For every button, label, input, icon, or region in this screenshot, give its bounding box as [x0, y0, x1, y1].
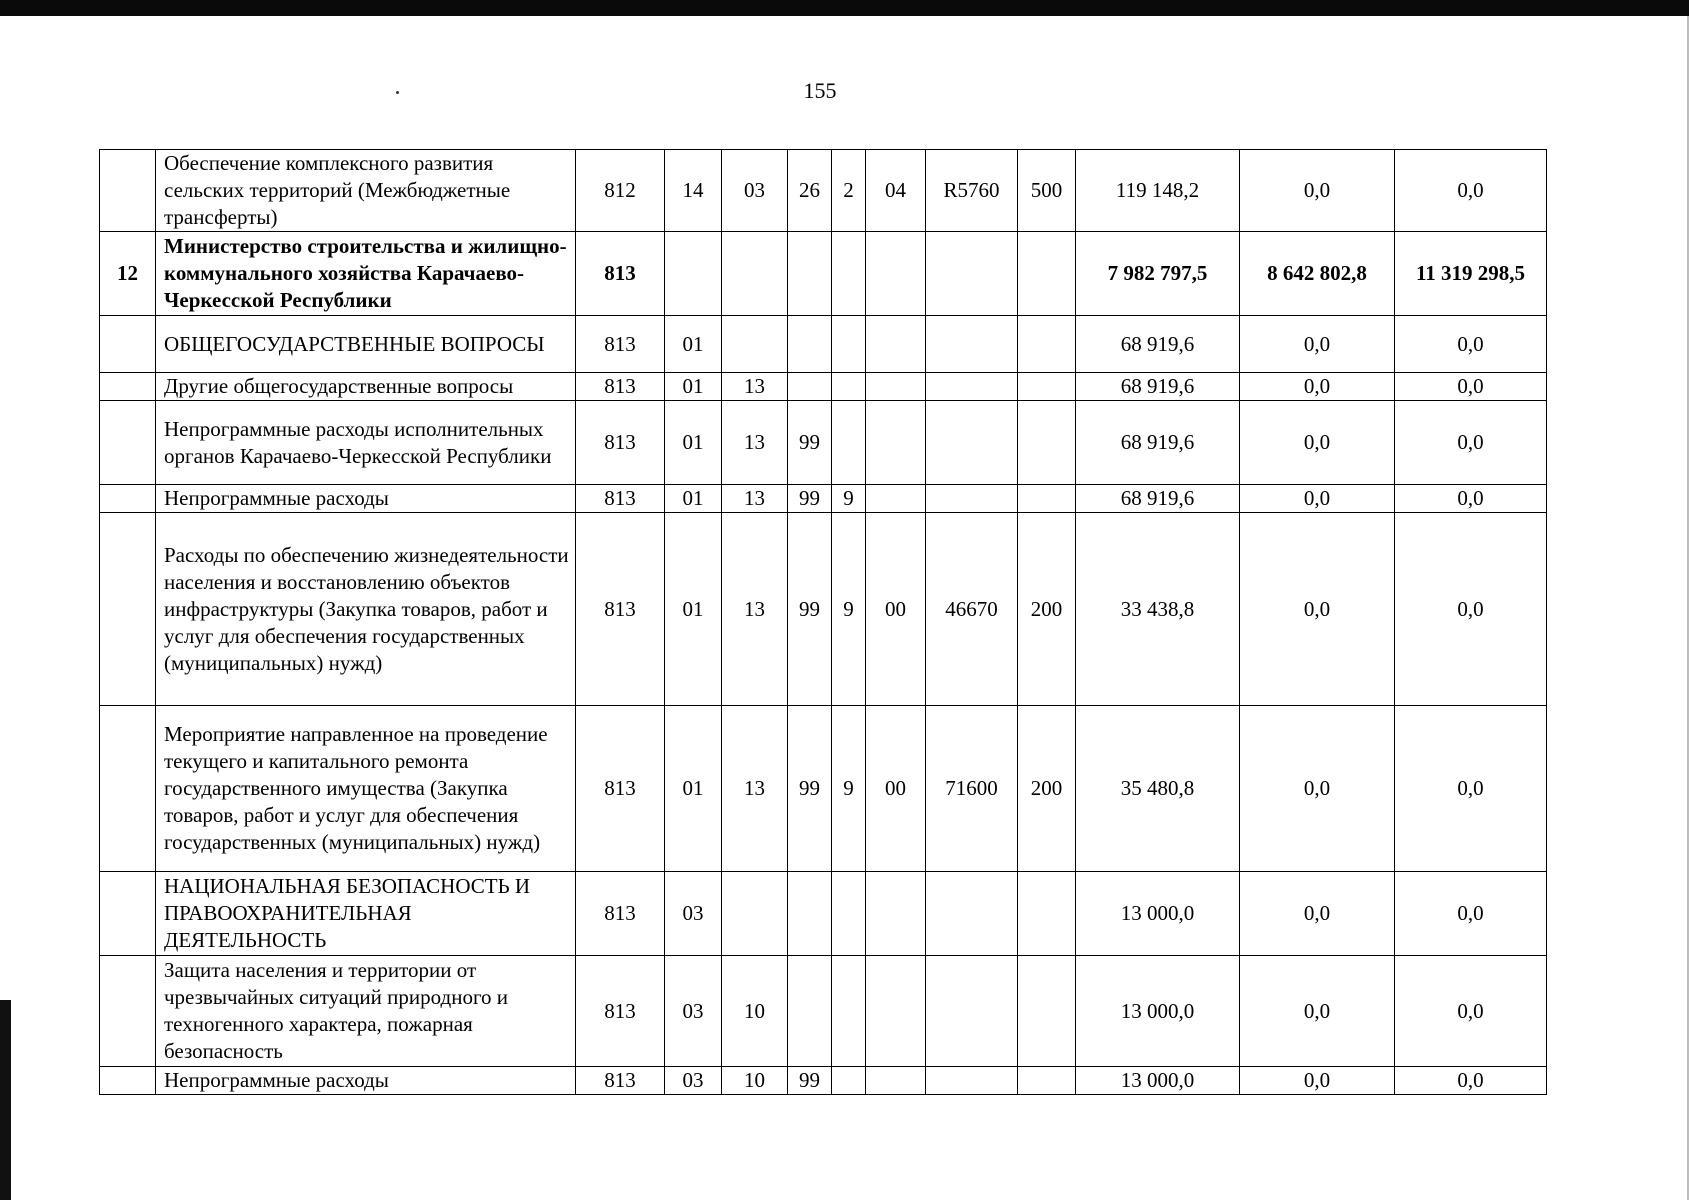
amount-year-3: 0,0: [1395, 401, 1547, 485]
code-razdel: 01: [665, 513, 722, 706]
code-program: 99: [788, 401, 832, 485]
amount-year-1: 68 919,6: [1076, 316, 1240, 373]
row-number: [100, 513, 156, 706]
scan-speck: [396, 91, 399, 94]
code-event: [866, 1067, 926, 1095]
code-program: [788, 232, 832, 316]
code-event: [866, 956, 926, 1067]
code-podrazdel: 13: [722, 373, 788, 401]
amount-year-2: 0,0: [1240, 401, 1395, 485]
code-expense-type: [1018, 1067, 1076, 1095]
amount-year-1: 13 000,0: [1076, 872, 1240, 956]
amount-year-2: 0,0: [1240, 316, 1395, 373]
row-name: Непрограммные расходы исполнительных органов Карачаево-Черкесской Республики: [156, 401, 576, 485]
page-number: 155: [803, 78, 837, 103]
amount-year-1: 119 148,2: [1076, 150, 1240, 232]
code-glava: 813: [576, 706, 665, 872]
code-podrazdel: [722, 872, 788, 956]
amount-year-3: 11 319 298,5: [1395, 232, 1547, 316]
code-program: 99: [788, 706, 832, 872]
code-subprogram: [832, 1067, 866, 1095]
table-row: [100, 872, 1547, 956]
code-event: [866, 872, 926, 956]
code-expense-type: [1018, 956, 1076, 1067]
code-direction: [926, 1067, 1018, 1095]
code-expense-type: 200: [1018, 513, 1076, 706]
code-razdel: [665, 232, 722, 316]
code-subprogram: 9: [832, 513, 866, 706]
amount-year-2: 0,0: [1240, 513, 1395, 706]
code-glava: 813: [576, 373, 665, 401]
table-row: [100, 401, 1547, 485]
code-subprogram: [832, 872, 866, 956]
amount-year-2: 0,0: [1240, 150, 1395, 232]
row-number: [100, 401, 156, 485]
amount-year-2: 0,0: [1240, 706, 1395, 872]
code-glava: 813: [576, 513, 665, 706]
row-number: [100, 1067, 156, 1095]
code-direction: [926, 872, 1018, 956]
code-program: [788, 956, 832, 1067]
code-direction: [926, 373, 1018, 401]
row-number: 12: [100, 232, 156, 316]
code-razdel: 01: [665, 485, 722, 513]
code-podrazdel: 13: [722, 513, 788, 706]
code-direction: [926, 316, 1018, 373]
code-program: [788, 316, 832, 373]
table-row: [100, 373, 1547, 401]
row-name: НАЦИОНАЛЬНАЯ БЕЗОПАСНОСТЬ И ПРАВООХРАНИТЕЛЬНАЯ ДЕЯТЕЛЬНОСТЬ: [156, 872, 576, 956]
amount-year-3: 0,0: [1395, 1067, 1547, 1095]
code-podrazdel: 10: [722, 1067, 788, 1095]
code-event: [866, 401, 926, 485]
code-podrazdel: 03: [722, 150, 788, 232]
row-name: Непрограммные расходы: [156, 485, 576, 513]
amount-year-2: 0,0: [1240, 373, 1395, 401]
amount-year-3: 0,0: [1395, 316, 1547, 373]
amount-year-3: 0,0: [1395, 485, 1547, 513]
code-razdel: 03: [665, 1067, 722, 1095]
row-name: Мероприятие направленное на проведение текущего и капитального ремонта государственного имущества (Закупка товаров, работ и услуг для обеспечения государственных (муниципальных) нужд): [156, 706, 576, 872]
code-direction: 46670: [926, 513, 1018, 706]
code-expense-type: [1018, 872, 1076, 956]
code-razdel: 01: [665, 373, 722, 401]
left-scan-border: [0, 1000, 11, 1200]
code-glava: 812: [576, 150, 665, 232]
amount-year-3: 0,0: [1395, 373, 1547, 401]
amount-year-1: 33 438,8: [1076, 513, 1240, 706]
code-direction: [926, 232, 1018, 316]
code-glava: 813: [576, 485, 665, 513]
code-program: [788, 872, 832, 956]
table-row: [100, 485, 1547, 513]
amount-year-3: 0,0: [1395, 956, 1547, 1067]
code-program: 99: [788, 1067, 832, 1095]
code-event: [866, 373, 926, 401]
code-expense-type: [1018, 373, 1076, 401]
code-direction: 71600: [926, 706, 1018, 872]
code-subprogram: 9: [832, 485, 866, 513]
code-razdel: 01: [665, 706, 722, 872]
row-name: ОБЩЕГОСУДАРСТВЕННЫЕ ВОПРОСЫ: [156, 316, 576, 373]
row-number: [100, 956, 156, 1067]
table-row: [100, 513, 1547, 706]
code-podrazdel: 13: [722, 485, 788, 513]
amount-year-1: 13 000,0: [1076, 956, 1240, 1067]
amount-year-2: 0,0: [1240, 872, 1395, 956]
row-name: Обеспечение комплексного развития сельских территорий (Межбюджетные трансферты): [156, 150, 576, 232]
row-number: [100, 485, 156, 513]
code-razdel: 14: [665, 150, 722, 232]
amount-year-2: 8 642 802,8: [1240, 232, 1395, 316]
row-number: [100, 150, 156, 232]
code-program: 99: [788, 485, 832, 513]
row-name: Министерство строительства и жилищно-коммунального хозяйства Карачаево-Черкесской Республики: [156, 232, 576, 316]
code-event: [866, 316, 926, 373]
code-glava: 813: [576, 956, 665, 1067]
row-name: Защита населения и территории от чрезвычайных ситуаций природного и техногенного характера, пожарная безопасность: [156, 956, 576, 1067]
amount-year-3: 0,0: [1395, 706, 1547, 872]
code-subprogram: 9: [832, 706, 866, 872]
code-glava: 813: [576, 232, 665, 316]
table-row: [100, 232, 1547, 316]
code-event: [866, 232, 926, 316]
table-row: [100, 956, 1547, 1067]
code-expense-type: 200: [1018, 706, 1076, 872]
code-subprogram: [832, 401, 866, 485]
code-glava: 813: [576, 872, 665, 956]
code-event: 04: [866, 150, 926, 232]
row-name: Расходы по обеспечению жизнедеятельности населения и восстановлению объектов инфраструктуры (Закупка товаров, работ и услуг для обеспечения государственных (муниципальных) нужд): [156, 513, 576, 706]
code-razdel: 01: [665, 316, 722, 373]
table-row: [100, 150, 1547, 232]
code-program: 99: [788, 513, 832, 706]
code-glava: 813: [576, 316, 665, 373]
table-row: [100, 1067, 1547, 1095]
row-name: Другие общегосударственные вопросы: [156, 373, 576, 401]
code-expense-type: 500: [1018, 150, 1076, 232]
code-podrazdel: [722, 316, 788, 373]
amount-year-1: 68 919,6: [1076, 373, 1240, 401]
code-expense-type: [1018, 316, 1076, 373]
table-row: [100, 706, 1547, 872]
code-expense-type: [1018, 401, 1076, 485]
code-razdel: 01: [665, 401, 722, 485]
code-direction: R5760: [926, 150, 1018, 232]
code-event: 00: [866, 706, 926, 872]
code-expense-type: [1018, 232, 1076, 316]
row-number: [100, 373, 156, 401]
amount-year-2: 0,0: [1240, 485, 1395, 513]
amount-year-1: 13 000,0: [1076, 1067, 1240, 1095]
code-podrazdel: 13: [722, 706, 788, 872]
amount-year-1: 7 982 797,5: [1076, 232, 1240, 316]
code-razdel: 03: [665, 956, 722, 1067]
code-program: 26: [788, 150, 832, 232]
code-razdel: 03: [665, 872, 722, 956]
amount-year-1: 68 919,6: [1076, 485, 1240, 513]
code-program: [788, 373, 832, 401]
code-direction: [926, 956, 1018, 1067]
code-subprogram: 2: [832, 150, 866, 232]
code-subprogram: [832, 232, 866, 316]
code-subprogram: [832, 316, 866, 373]
row-number: [100, 706, 156, 872]
top-scan-border: [0, 0, 1689, 16]
amount-year-1: 35 480,8: [1076, 706, 1240, 872]
amount-year-1: 68 919,6: [1076, 401, 1240, 485]
code-glava: 813: [576, 401, 665, 485]
table-row: [100, 316, 1547, 373]
code-podrazdel: [722, 232, 788, 316]
row-number: [100, 872, 156, 956]
code-podrazdel: 10: [722, 956, 788, 1067]
code-glava: 813: [576, 1067, 665, 1095]
code-podrazdel: 13: [722, 401, 788, 485]
budget-table: [99, 149, 1547, 1095]
amount-year-2: 0,0: [1240, 1067, 1395, 1095]
code-event: 00: [866, 513, 926, 706]
code-subprogram: [832, 373, 866, 401]
code-subprogram: [832, 956, 866, 1067]
code-event: [866, 485, 926, 513]
code-direction: [926, 485, 1018, 513]
amount-year-2: 0,0: [1240, 956, 1395, 1067]
code-expense-type: [1018, 485, 1076, 513]
row-name: Непрограммные расходы: [156, 1067, 576, 1095]
row-number: [100, 316, 156, 373]
code-direction: [926, 401, 1018, 485]
amount-year-3: 0,0: [1395, 513, 1547, 706]
amount-year-3: 0,0: [1395, 872, 1547, 956]
amount-year-3: 0,0: [1395, 150, 1547, 232]
